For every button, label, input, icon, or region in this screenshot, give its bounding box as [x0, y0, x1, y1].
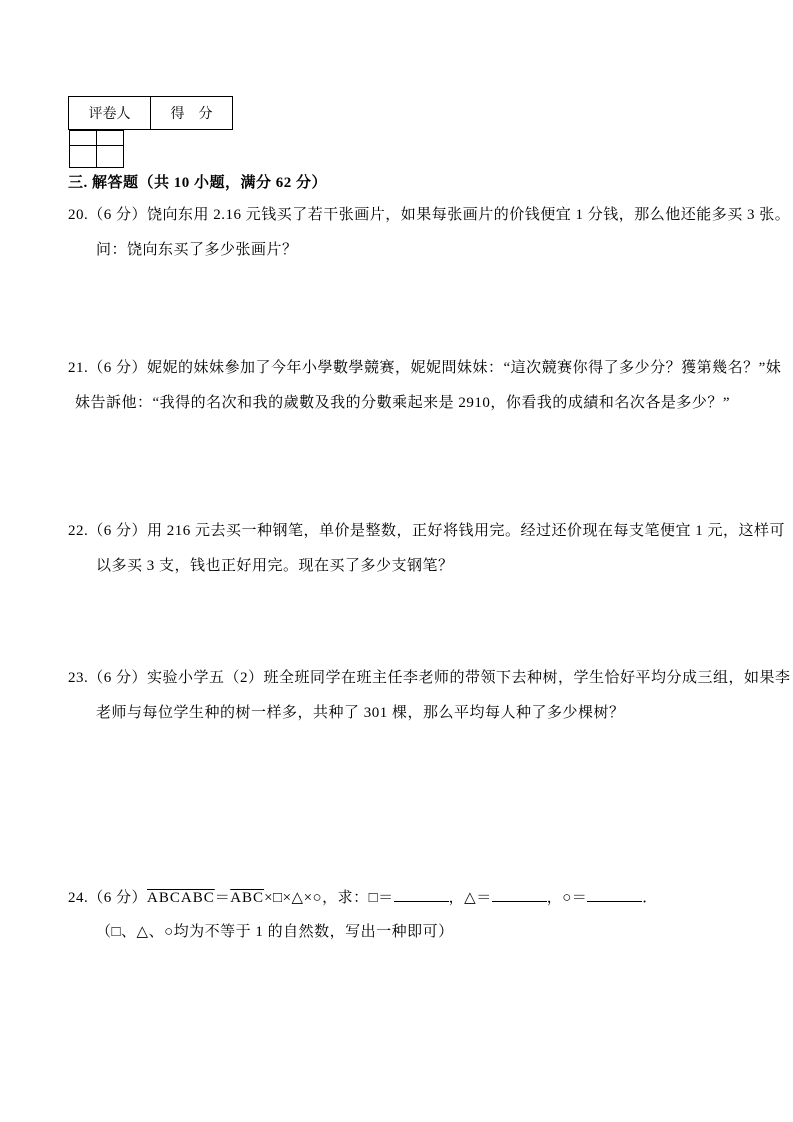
grading-table: [68, 96, 233, 151]
question-20-line-2: 问：饶向东买了多少张画片？: [96, 242, 298, 258]
grading-table-header-score: 得 分: [151, 97, 233, 130]
question-22-line-2: 以多买 3 支，钱也正好用完。现在买了多少支钢笔？: [96, 558, 454, 574]
question-22-line-1: 22.（6 分）用 216 元去买一种钢笔，单价是整数，正好将钱用完。经过还价现在每支笔便宜 1 元，这样可: [68, 523, 786, 539]
question-24-separator-triangle: ，△＝: [448, 890, 492, 906]
question-24-separator-circle: ，○＝: [546, 890, 588, 906]
question-23-line-1: 23.（6 分）实验小学五（2）班全班同学在班主任李老师的带领下去种树，学生恰好平均分成三组，如果李: [68, 670, 791, 686]
question-24-overline-abc: $\overline{ABC}$: [230, 890, 265, 906]
question-21-line-1: 21.（6 分）妮妮的妹妹參加了今年小學數學競赛，妮妮問妹妹：“這次競赛你得了多少分？獲第幾名？”妹: [68, 360, 782, 376]
question-24-equals: ＝: [214, 890, 231, 906]
grading-table-header-reviewer: 评卷人: [69, 97, 151, 130]
question-24-period: ．: [642, 890, 658, 906]
question-24-blank-square: [394, 886, 449, 902]
question-24-overline-abcabc: ABCABC: [147, 890, 215, 906]
question-24-blank-triangle: [492, 886, 547, 902]
question-24-expression: ×□×△×○，求：□＝: [264, 890, 394, 906]
question-20-line-1: 20.（6 分）饶向东用 2.16 元钱买了若干张画片，如果每张画片的价钱便宜 1 分钱，那么他还能多买 3 张。: [68, 207, 791, 223]
grading-table-cell-reviewer: [69, 131, 96, 168]
question-24-line-1: [68, 886, 658, 908]
question-23-line-2: 老师与每位学生种的树一样多，共种了 301 棵，那么平均每人种了多少棵树？: [96, 705, 625, 721]
question-21-line-2: 妹告訴他：“我得的名次和我的歲數及我的分數乘起来是 2910，你看我的成績和名次各是多少？”: [75, 395, 731, 411]
question-24-blank-circle: [587, 886, 642, 902]
question-24-prefix: 24.（6 分）: [68, 890, 148, 906]
section-header: 三. 解答题（共 10 小题，满分 62 分）: [68, 175, 328, 191]
grading-table-cell-score: [96, 131, 123, 168]
question-24-line-2: （□、△、○均为不等于 1 的自然数，写出一种即可）: [96, 924, 454, 940]
